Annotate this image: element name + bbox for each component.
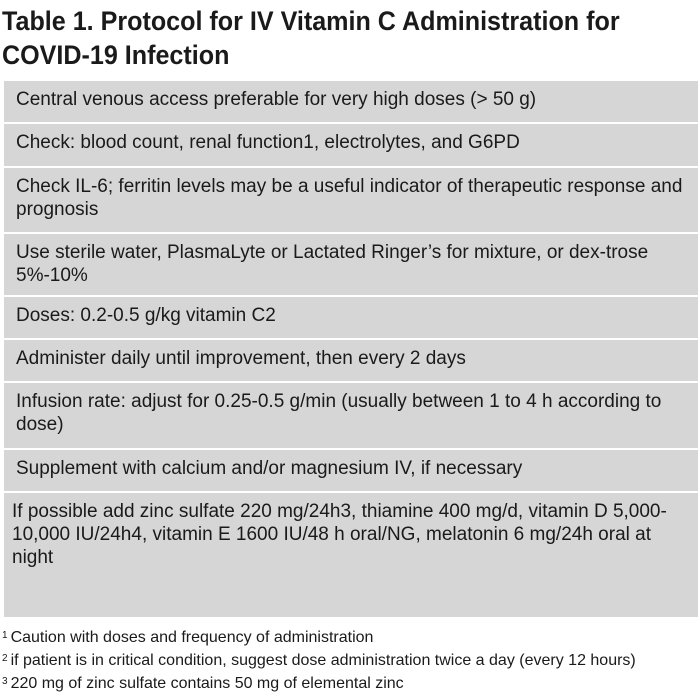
table-row: Infusion rate: adjust for 0.25-0.5 g/min (usually between 1 to 4 h according to dose)	[4, 383, 698, 450]
table-row: Check: blood count, renal function1, electrolytes, and G6PD	[4, 124, 698, 168]
footnote-text: Caution with doses and frequency of administration	[10, 629, 374, 646]
table-row: Check IL-6; ferritin levels may be a useful indicator of therapeutic response and prognosis	[4, 168, 698, 234]
table-row: Administer daily until improvement, then every 2 days	[4, 340, 698, 383]
table-row: Central venous access preferable for very high doses (> 50 g)	[4, 81, 698, 124]
footnote-2	[2, 649, 698, 672]
table-title	[2, 4, 644, 72]
footnote-mark: 3	[2, 676, 8, 687]
table-row: Supplement with calcium and/or magnesium IV, if necessary	[4, 450, 698, 493]
table-title-line-2: COVID-19 Infection	[2, 40, 230, 70]
footnote-mark: 1	[2, 630, 8, 641]
footnote-mark: 2	[2, 653, 8, 664]
footnote-text: 220 mg of zinc sulfate contains 50 mg of elemental zinc	[10, 675, 404, 692]
table-row: Use sterile water, PlasmaLyte or Lactated Ringer’s for mixture, or dex-trose 5%-10%	[4, 234, 698, 297]
protocol-table	[4, 81, 698, 617]
table-row: Doses: 0.2-0.5 g/kg vitamin C2	[4, 297, 698, 340]
footnote-3	[2, 672, 698, 695]
table-row: If possible add zinc sulfate 220 mg/24h3, thiamine 400 mg/d, vitamin D 5,000-10,000 IU/24h4, vitamin E 1600 IU/48 h oral/NG, melatonin 6 mg/24h oral at night	[4, 493, 698, 617]
footnotes	[2, 626, 698, 695]
footnote-1	[2, 626, 698, 649]
footnote-text: if patient is in critical condition, suggest dose administration twice a day (every 12 hours)	[10, 652, 636, 669]
table-title-line-1: Table 1. Protocol for IV Vitamin C Administration for	[2, 6, 620, 36]
